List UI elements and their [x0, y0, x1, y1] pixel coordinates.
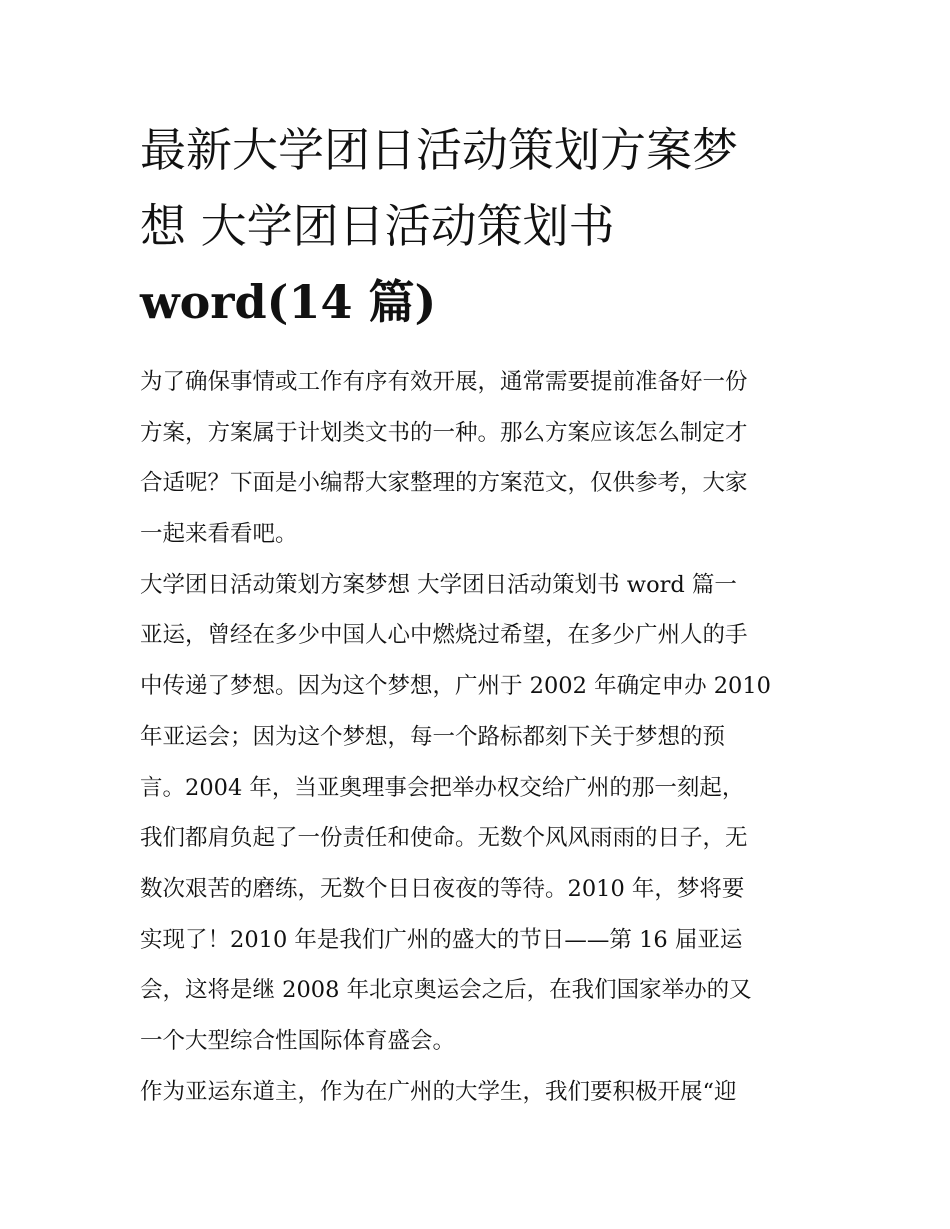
body-line: 中传递了梦想。因为这个梦想，广州于 2002 年确定申办 2010 [140, 673, 771, 700]
title-line: 想 大学团日活动策划书 [140, 199, 615, 253]
body-line: 合适呢？下面是小编帮大家整理的方案范文，仅供参考，大家 [140, 470, 748, 497]
body-line: 一个大型综合性国际体育盛会。 [140, 1027, 456, 1054]
body-line: 为了确保事情或工作有序有效开展，通常需要提前准备好一份 [140, 369, 748, 395]
body-line: 言。2004 年，当亚奥理事会把举办权交给广州的那一刻起， [140, 774, 745, 801]
body-line: 实现了！2010 年是我们广州的盛大的节日——第 16 届亚运 [140, 926, 743, 953]
body-line: 作为亚运东道主，作为在广州的大学生，我们要积极开展“迎 [140, 1078, 737, 1105]
body-line: 我们都肩负起了一份责任和使命。无数个风风雨雨的日子，无 [140, 825, 748, 852]
body-line: 会，这将是继 2008 年北京奥运会之后，在我们国家举办的又 [140, 977, 752, 1004]
body-line: 数次艰苦的磨练，无数个日日夜夜的等待。2010 年，梦将要 [140, 875, 745, 902]
body-line: 一起来看看吧。 [140, 521, 298, 548]
body-line: 年亚运会；因为这个梦想，每一个路标都刻下关于梦想的预 [140, 723, 726, 750]
body-line: 亚运，曾经在多少中国人心中燃烧过希望，在多少广州人的手 [140, 622, 748, 649]
title-line: word(14 篇) [140, 275, 437, 329]
section-heading-line: 大学团日活动策划方案梦想 大学团日活动策划书 word 篇一 [140, 571, 737, 598]
document-body [140, 357, 812, 1117]
document-title [140, 112, 810, 340]
title-line: 最新大学团日活动策划方案梦 [140, 123, 738, 177]
body-line: 方案，方案属于计划类文书的一种。那么方案应该怎么制定才 [140, 419, 748, 446]
